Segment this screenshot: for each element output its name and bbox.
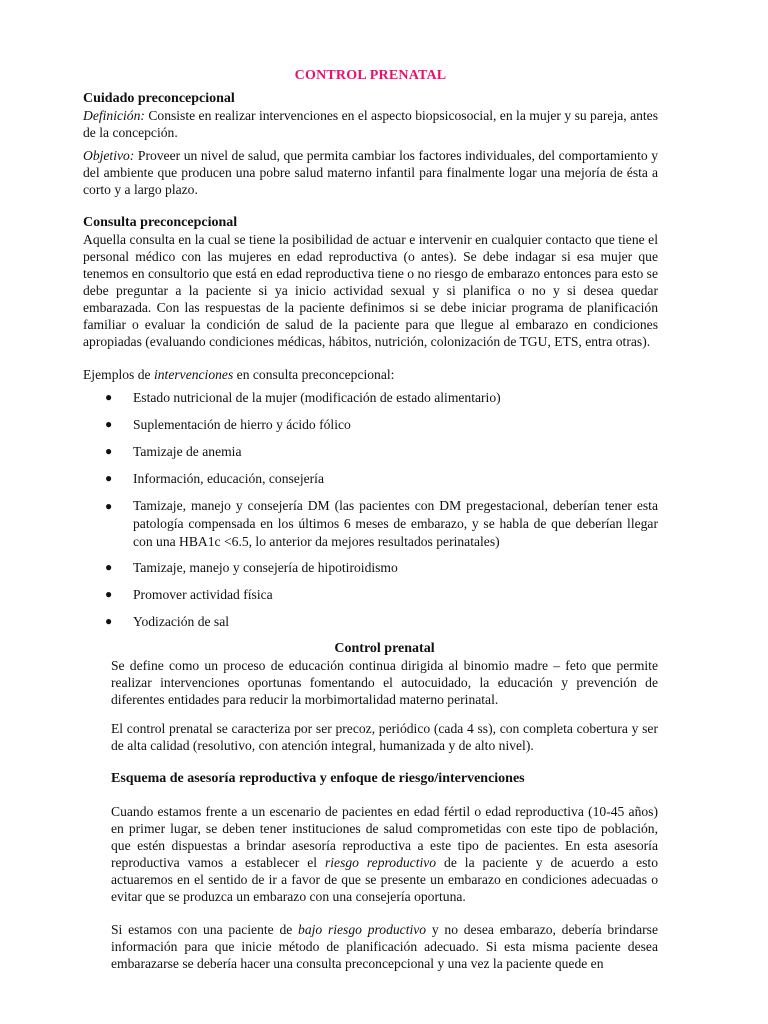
list-item-text: Tamizaje, manejo y consejería de hipotiroidismo [133,560,398,575]
document-title: CONTROL PRENATAL [294,68,447,83]
bullet-icon: ● [105,614,113,628]
bullet-icon: ● [105,471,113,485]
examples-intro-em: intervenciones [153,367,234,382]
esquema-p1-em: riesgo reproductivo [324,855,437,870]
esquema-p1-a: Cuando estamos frente a un escenario de pacientes en edad fértil o edad reproductiva (10-45 años) en primer lugar, se deben tener instituciones de salud comprometidas con este tipo de población, que estén dispuestas a brindar asesoría reproductiva a este tipo de pacientes. En esta asesoría reproductiva vamos a establecer el [111,804,658,870]
esquema-paragraph-2 [111,921,658,972]
esquema-p1-b: de la paciente y de acuerdo a esto actuaremos en el sentido de ir a favor de que se presente un embarazo en condiciones adecuadas o evitar que se produzca un embarazo con una consejería oportuna. [111,855,659,904]
objective-paragraph [83,147,658,198]
section-heading-control: Control prenatal [334,641,435,656]
esquema-paragraph-1 [111,803,658,905]
list-item [105,586,658,603]
examples-intro [83,366,658,383]
control-paragraph-2: El control prenatal se caracteriza por ser precoz, periódico (cada 4 ss), con completa cobertura y ser de alta calidad (resolutivo, con atención integral, humanizada y de alto nivel). [111,721,658,753]
list-item [105,497,658,551]
list-item [105,416,658,433]
list-item [105,443,658,460]
bullet-icon: ● [105,587,113,601]
consulta-paragraph: Aquella consulta en la cual se tiene la posibilidad de actuar e intervenir en cualquier contacto que tiene el personal médico con las mujeres en edad reproductiva (o antes). Se debe indagar si esa mujer que tenemos en consultorio que está en edad reproductiva tiene o no riesgo de embarazo entonces para esto se debe preguntar a la paciente si ya inicio actividad sexual y si planifica o no y si desea quedar embarazada. Con las respuestas de la paciente definimos si se debe iniciar programa de planificación familiar o evaluar la condición de salud de la paciente para que llegue al embarazo en condiciones apropiadas (evaluando condiciones médicas, hábitos, nutrición, colonización de TGU, ETS, entra otras). [83,232,658,349]
esquema-p2-em: bajo riesgo productivo [298,922,427,937]
section-heading-cuidado: Cuidado preconcepcional [83,91,235,106]
list-item-text: Tamizaje de anemia [133,444,242,459]
list-item [105,470,658,487]
list-item-text: Suplementación de hierro y ácido fólico [133,417,351,432]
list-item [105,389,658,406]
control-prenatal-block [83,640,658,972]
section-heading-esquema: Esquema de asesoría reproductiva y enfoque de riesgo/intervenciones [111,771,525,786]
list-item [105,613,658,630]
definition-label: Definición: [83,108,145,123]
objective-label: Objetivo: [83,148,135,163]
list-item-text: Promover actividad física [133,587,273,602]
list-item [105,559,658,576]
list-item-text: Información, educación, consejería [133,471,324,486]
bullet-icon: ● [105,417,113,431]
bullet-icon: ● [105,499,113,513]
definition-text: Consiste en realizar intervenciones en el aspecto biopsicosocial, en la mujer y su pareja, antes de la concepción. [83,108,658,140]
bullet-icon: ● [105,444,113,458]
list-item-text: Tamizaje, manejo y consejería DM (las pacientes con DM pregestacional, deberían tener esta patología compensada en los últimos 6 meses de embarazo, y se habla de que deberían llegar con una HBA1c <6.5, lo anterior da mejores resultados perinatales) [133,498,658,549]
bullet-icon: ● [105,390,113,404]
examples-intro-pre: Ejemplos de [83,367,154,382]
esquema-p2-a: Si estamos con una paciente de [111,922,299,937]
list-item-text: Estado nutricional de la mujer (modificación de estado alimentario) [133,390,501,405]
section-heading-consulta: Consulta preconcepcional [83,215,238,230]
interventions-list [83,389,658,630]
definition-paragraph [83,107,658,141]
esquema-p2-b: y no desea embarazo, debería brindarse información para que inicie método de planificación adecuado. Si esta misma paciente desea embarazarse se debería hacer una consulta preconcepcional y una vez la paciente quede en [111,922,659,971]
bullet-icon: ● [105,560,113,574]
objective-text: Proveer un nivel de salud, que permita cambiar los factores individuales, del comportamiento y del ambiente que producen una pobre salud materno infantil para finalmente logar una mejoría de ésta a corto y a largo plazo. [83,148,658,197]
list-item-text: Yodización de sal [133,614,230,629]
control-paragraph-1: Se define como un proceso de educación continua dirigida al binomio madre – feto que permite realizar intervenciones oportunas fomentando el autocuidado, la educación y prevención de diferentes entidades para reducir la morbimortalidad materno perinatal. [111,658,658,707]
examples-intro-post: en consulta preconcepcional: [233,367,395,382]
